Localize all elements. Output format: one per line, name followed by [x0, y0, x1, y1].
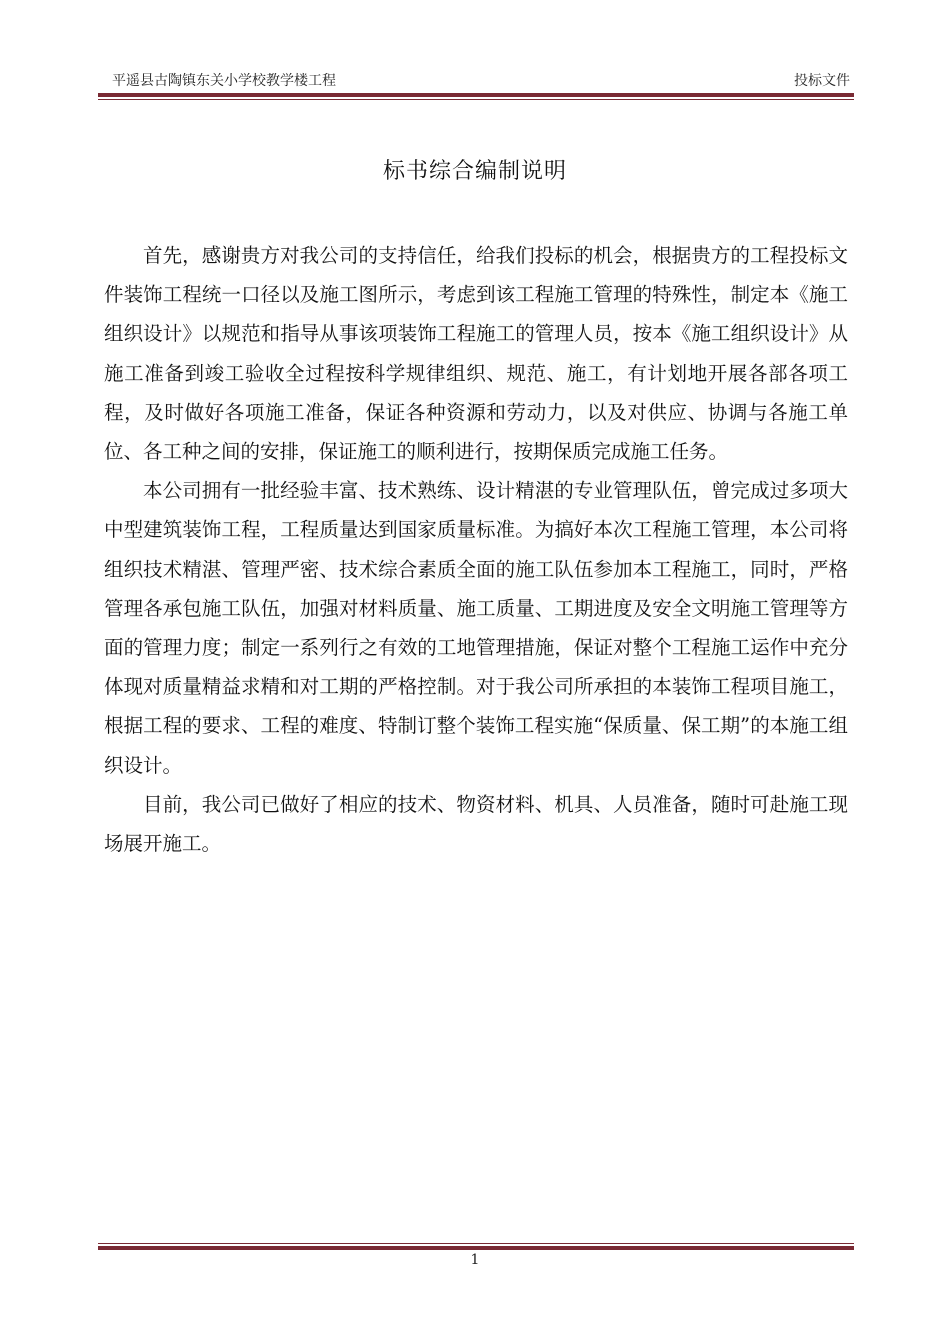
- body-paragraph: 本公司拥有一批经验丰富、技术熟练、设计精湛的专业管理队伍，曾完成过多项大中型建筑装饰工程，工程质量达到国家质量标准。为搞好本次工程施工管理，本公司将组织技术精湛、管理严密、技术综合素质全面的施工队伍参加本工程施工，同时，严格管理各承包施工队伍，加强对材料质量、施工质量、工期进度及安全文明施工管理等方面的管理力度；制定一系列行之有效的工地管理措施，保证对整个工程施工运作中充分体现对质量精益求精和对工期的严格控制。对于我公司所承担的本装饰工程项目施工，根据工程的要求、工程的难度、特制订整个装饰工程实施“保质量、保工期”的本施工组织设计。: [104, 479, 848, 777]
- body-paragraph: 首先，感谢贵方对我公司的支持信任，给我们投标的机会，根据贵方的工程投标文件装饰工程统一口径以及施工图所示，考虑到该工程施工管理的特殊性，制定本《施工组织设计》以规范和指导从事该项装饰工程施工的管理人员，按本《施工组织设计》从施工准备到竣工验收全过程按科学规律组织、规范、施工，有计划地开展各部各项工程，及时做好各项施工准备，保证各种资源和劳动力，以及对供应、协调与各施工单位、各工种之间的安排，保证施工的顺利进行，按期保质完成施工任务。: [104, 244, 848, 464]
- footer-rule-thin: [98, 1243, 854, 1244]
- header-project-name: 平遥县古陶镇东关小学校教学楼工程: [112, 73, 336, 89]
- document-body: [104, 236, 848, 863]
- header-rule-thick: [98, 93, 854, 97]
- page-header: [98, 66, 854, 90]
- header-document-type: 投标文件: [794, 73, 850, 89]
- page-number: 1: [470, 1252, 480, 1268]
- document-title: 标书综合编制说明: [382, 159, 567, 184]
- footer-rule-thick: [98, 1246, 854, 1250]
- body-paragraph: 目前，我公司已做好了相应的技术、物资材料、机具、人员准备，随时可赴施工现场展开施工。: [104, 792, 848, 856]
- header-rule-thin: [98, 99, 854, 100]
